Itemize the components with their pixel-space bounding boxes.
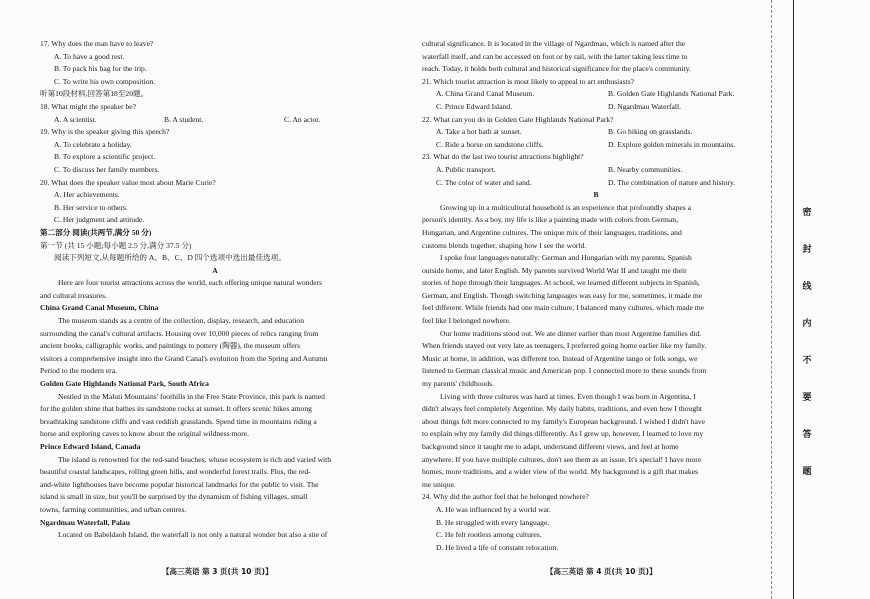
- heading-ngardmau: Ngardmau Waterfall, Palau: [40, 517, 130, 527]
- b4-line: anywhere. If you have multiple cultures, don't see them as an issue. It's special! I have more: [422, 454, 702, 464]
- q20-option-b: B. Her service to others.: [54, 202, 128, 212]
- q21-options-row1: [422, 88, 770, 101]
- seal-line-notice: [799, 195, 815, 491]
- binding-margin-line: [793, 0, 794, 599]
- q18-option-c: C. An actor.: [284, 114, 321, 124]
- q23-option-b: B. Nearby communities.: [608, 164, 683, 174]
- seal-char: 线: [802, 282, 812, 292]
- binding-dashed-line: [771, 0, 773, 599]
- b3-line: listened to German classical music and American pop. I connected more to these sounds from: [422, 366, 707, 376]
- q24-option-b: B. He struggled with every language.: [436, 517, 550, 527]
- q19-option-b: B. To explore a scientific project.: [54, 152, 156, 162]
- q20-option-a: A. Her achievements.: [54, 190, 120, 200]
- b4-line: didn't always feel completely Argentine. My daily habits, traditions, and even how I thought: [422, 404, 703, 414]
- b2-line: outside home, and later English. My parents survived World War II and taught me their: [422, 265, 687, 275]
- seal-char: 答: [802, 430, 812, 440]
- b3-line: Our home traditions stood out. We ate dinner earlier than most Argentine families did.: [440, 328, 702, 338]
- passage-b-label: B: [593, 190, 599, 200]
- p3-line: island is small in size, but you'll be surprised by the dynamism of fishing villages, small: [40, 492, 308, 502]
- q23-option-a: A. Public transport.: [436, 164, 496, 174]
- b1-line: customs blends together, shaping how I see the world.: [422, 240, 587, 250]
- q21-option-c: C. Prince Edward Island.: [436, 101, 513, 111]
- section1-instruction: 阅读下列短文,从每题所给的 A、B、C、D 四个选项中选出最佳选项。: [54, 253, 286, 263]
- q22-options-row2: [422, 139, 770, 152]
- p2-line: Nestled in the Maluti Mountains' foothills in the Free State Province, this park is named: [58, 391, 325, 401]
- p1-line: visitors a comprehensive insight into the Grand Canal's evolution from the Spring and Autumn: [40, 353, 328, 363]
- b3-line: When friends stayed out very late as teenagers, I preferred going home earlier like my family.: [422, 341, 707, 351]
- q21-option-a: A. China Grand Canal Museum.: [436, 89, 535, 99]
- q23-option-d: D. The combination of nature and history.: [608, 177, 736, 187]
- q18-options: [40, 114, 390, 127]
- seal-char: 内: [802, 319, 812, 329]
- seal-char: 要: [802, 393, 812, 403]
- section1-heading: 第一节 (共 15 小题;每小题 2.5 分,满分 37.5 分): [40, 240, 192, 250]
- q19-option-a: A. To celebrate a holiday.: [54, 139, 132, 149]
- p4-cont-line: waterfall itself, and can be accessed on foot or by rail, with the latter taking less time to: [422, 51, 688, 61]
- q21-options-row2: [422, 101, 770, 114]
- seal-char: 题: [802, 467, 812, 477]
- part2-heading: 第二部分 阅读(共两节,满分 50 分): [40, 227, 152, 237]
- q23-options-row2: [422, 177, 770, 190]
- b3-line: my parents' childhoods.: [422, 379, 495, 389]
- q17-option-c: C. To write his own composition.: [54, 76, 156, 86]
- p2-line: horse and exploring caves to know about the original wildness more.: [40, 429, 249, 439]
- p2-line: for the golden shine that bathes its sandstone rocks at sunset. It offers scenic hikes among: [40, 404, 312, 414]
- q22-stem: 22. What can you do in Golden Gate Highlands National Park?: [422, 114, 614, 124]
- b1-line: Growing up in a multicultural household is an experience that profoundly shapes a: [440, 202, 691, 212]
- b2-line: feel like I belonged nowhere.: [422, 316, 511, 326]
- seal-char: 封: [802, 245, 812, 255]
- p4-cont-line: reach. Today, it holds both cultural and historical significance for the place's community.: [422, 64, 691, 74]
- b2-line: stories of hope through their languages. At school, we learned different subjects in Spanish,: [422, 278, 700, 288]
- b4-line: me unique.: [422, 479, 456, 489]
- q18-stem: 18. What might the speaker be?: [40, 101, 137, 111]
- b4-line: to explain why my family did things differently. As I grew up, however, I learned to love my: [422, 429, 704, 439]
- p3-line: towns, farming communities, and urban centres.: [40, 504, 187, 514]
- q23-stem: 23. What do the last two tourist attractions highlight?: [422, 152, 584, 162]
- p3-line: The island is renowned for the red-sand beaches, whose ecosystem is rich and varied with: [58, 454, 332, 464]
- q20-option-c: C. Her judgment and attitude.: [54, 215, 145, 225]
- q22-option-d: D. Explore golden minerals in mountains.: [608, 139, 736, 149]
- p1-line: ancient books, calligraphic works, and paintings to pottery (陶器), the museum offers: [40, 341, 301, 351]
- q22-option-a: A. Take a hot bath at sunset.: [436, 127, 522, 137]
- p3-line: and-white lighthouses have become popular historical landmarks for the public to visit. The: [40, 479, 319, 489]
- p1-line: Period to the modern era.: [40, 366, 117, 376]
- q23-option-c: C. The color of water and sand.: [436, 177, 532, 187]
- footer-page-3: 【高三英语 第 3 页(共 10 页)】: [162, 567, 273, 576]
- q23-options-row1: [422, 164, 770, 177]
- b1-line: Hungarian, and Argentine cultures. The unique mix of their languages, traditions, and: [422, 227, 682, 237]
- b2-line: feel different. While friends had one main culture, I balanced many cultures, which made me: [422, 303, 705, 313]
- q17-option-a: A. To have a good rest.: [54, 51, 125, 61]
- p1-line: surrounding the canal's cultural artifacts. Housing over 10,000 pieces of relics ranging from: [40, 328, 319, 338]
- q17-option-b: B. To pack his bag for the trip.: [54, 64, 147, 74]
- b4-line: about things felt more connected to my family's European background. I wished I didn't have: [422, 416, 705, 426]
- b4-line: Living with three cultures was hard at times. Even though I was born in Argentina, I: [440, 391, 696, 401]
- q24-option-a: A. He was influenced by a world war.: [436, 504, 551, 514]
- intro-line: Here are four tourist attractions across the world, each offering unique natural wonders: [58, 278, 323, 288]
- q18-option-a: A. A scientist.: [54, 114, 97, 124]
- q24-option-d: D. He lived a life of constant relocation.: [436, 542, 559, 552]
- q21-stem: 21. Which tourist attraction is most likely to appeal to art enthusiasts?: [422, 76, 635, 86]
- q18-option-b: B. A student.: [164, 114, 204, 124]
- b2-line: I spoke four languages naturally: German and Hungarian with my parents, Spanish: [440, 253, 692, 263]
- b4-line: homes, more traditions, and a wider view of the world. My background is a gift that makes: [422, 467, 699, 477]
- b4-line: background since it taught me to adapt, understand different views, and feel at home: [422, 442, 679, 451]
- passage-a-label: A: [212, 265, 218, 275]
- q17-stem: 17. Why does the man have to leave?: [40, 39, 154, 48]
- heading-grand-canal: China Grand Canal Museum, China: [40, 303, 159, 313]
- q20-stem: 20. What does the speaker value most about Marie Curie?: [40, 177, 216, 187]
- p2-line: breathtaking sandstone cliffs and vast reddish grasslands. Spend time in mountains riding a: [40, 416, 317, 426]
- q22-option-c: C. Ride a horse on sandstone cliffs.: [436, 139, 544, 149]
- q21-option-d: D. Ngardmau Waterfall.: [608, 101, 682, 111]
- footer-page-4: 【高三英语 第 4 页(共 10 页)】: [546, 567, 657, 576]
- p4-line: Located on Babeldaob Island, the waterfall is not only a natural wonder but also a site of: [58, 530, 328, 540]
- heading-prince-edward: Prince Edward Island, Canada: [40, 442, 141, 451]
- p1-line: The museum stands as a centre of the collection, display, research, and education: [58, 316, 305, 326]
- p3-line: beautiful coastal landscapes, rolling green hills, and wonderful forest trails. Plus, the red-: [40, 467, 311, 477]
- q24-stem: 24. Why did the author feel that he belonged nowhere?: [422, 492, 589, 502]
- right-column: [422, 38, 770, 554]
- b1-line: person's identity. As a boy, my life is like a painting made with colors from German,: [422, 215, 678, 225]
- left-column: [40, 38, 390, 542]
- b3-line: Music at home, in addition, was different too. Instead of Argentine tango or folk songs, we: [422, 353, 698, 363]
- q24-option-c: C. He felt rootless among cultures.: [436, 530, 542, 540]
- q19-stem: 19. Why is the speaker giving this speech?: [40, 127, 170, 137]
- instruction-18-20: 听第10段材料,回答第18至20题。: [40, 89, 149, 99]
- seal-char: 不: [802, 356, 812, 366]
- q22-option-b: B. Go hiking on grasslands.: [608, 127, 693, 137]
- q21-option-b: B. Golden Gate Highlands National Park.: [608, 89, 735, 99]
- seal-char: 密: [802, 208, 812, 218]
- b2-line: German, and English. Though switching languages was easy for me, sometimes, it made me: [422, 290, 703, 300]
- p4-cont-line: cultural significance. It is located in the village of Ngardmau, which is named after the: [422, 39, 686, 48]
- q22-options-row1: [422, 126, 770, 139]
- q19-option-c: C. To discuss her family members.: [54, 164, 160, 174]
- intro-line: and cultural treasures.: [40, 290, 107, 300]
- heading-golden-gate: Golden Gate Highlands National Park, South Africa: [40, 379, 209, 389]
